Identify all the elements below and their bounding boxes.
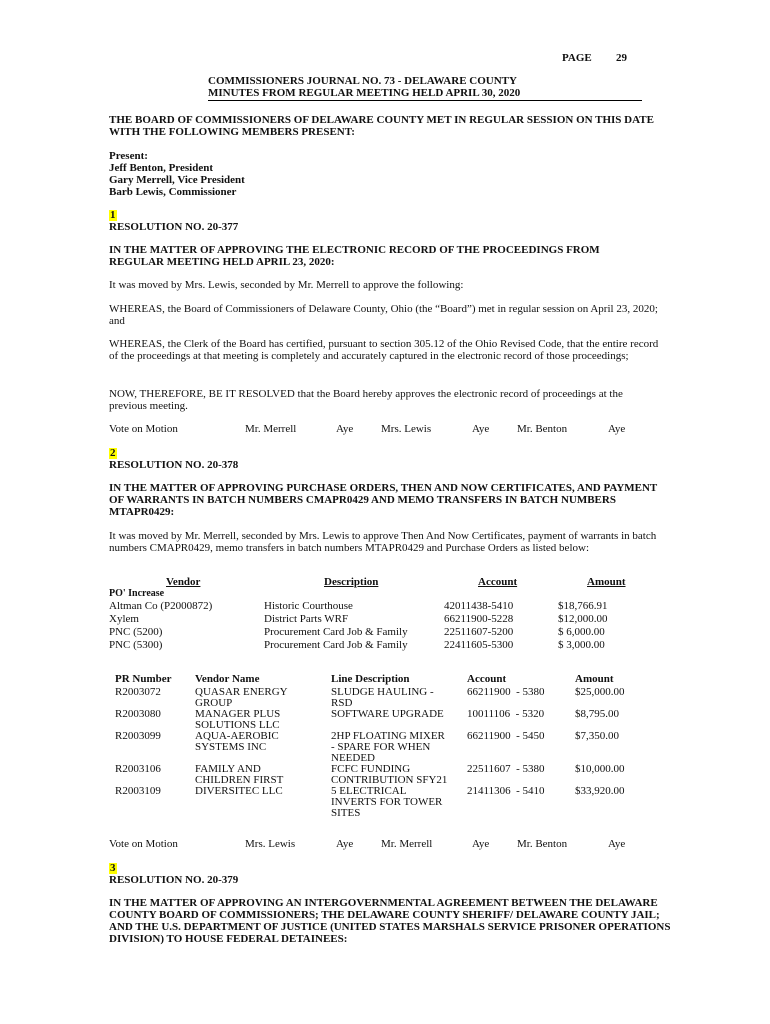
item-3-number-text: 3 bbox=[110, 862, 116, 874]
vote-value-2: Aye bbox=[472, 838, 490, 850]
pr-row-3-amount: $7,350.00 bbox=[575, 730, 619, 742]
page-number: 29 bbox=[616, 52, 627, 64]
pr-row-1-vendor-2: GROUP bbox=[195, 697, 233, 709]
item-1-p2: WHEREAS, the Board of Commissioners of Delaware County, Ohio (the “Board”) met in regular session on April 23, 2020; and bbox=[109, 303, 658, 327]
po-row-1-vendor: Altman Co (P2000872) bbox=[109, 600, 213, 612]
item-1-p4: NOW, THEREFORE, BE IT RESOLVED that the Board hereby approves the electronic record of proceedings at the previous meeting. bbox=[109, 388, 623, 412]
po-row-3-account: 22511607-5200 bbox=[444, 626, 514, 638]
journal-line: COMMISSIONERS JOURNAL NO. 73 - DELAWARE COUNTY bbox=[208, 75, 517, 87]
po-header-account: Account bbox=[478, 576, 518, 588]
vote-member-3: Mr. Benton bbox=[517, 838, 568, 850]
vote-value-3: Aye bbox=[608, 423, 626, 435]
item-1-p1: It was moved by Mrs. Lewis, seconded by Mr. Merrell to approve the following: bbox=[109, 279, 464, 291]
pr-row-1-vendor-1: QUASAR ENERGY bbox=[195, 686, 288, 698]
intro-paragraph: THE BOARD OF COMMISSIONERS OF DELAWARE COUNTY MET IN REGULAR SESSION ON THIS DATE WITH THE FOLLOWING MEMBERS PRESENT: bbox=[109, 114, 654, 138]
page-label: PAGE bbox=[562, 52, 592, 64]
vote-value-2: Aye bbox=[472, 423, 490, 435]
item-2-number-text: 2 bbox=[110, 447, 116, 459]
po-row-2-description: District Parts WRF bbox=[264, 613, 349, 625]
po-section-label: PO' Increase bbox=[109, 588, 165, 599]
vote-value-3: Aye bbox=[608, 838, 626, 850]
pr-row-4-line-1: FCFC FUNDING bbox=[331, 763, 411, 775]
pr-row-3-vendor-2: SYSTEMS INC bbox=[195, 741, 267, 753]
vote-member-1: Mr. Merrell bbox=[245, 423, 297, 435]
present-section bbox=[109, 150, 669, 198]
pr-row-1-line-1: SLUDGE HAULING - bbox=[331, 686, 434, 698]
member-3: Barb Lewis, Commissioner bbox=[109, 186, 237, 198]
pr-row-2-amount: $8,795.00 bbox=[575, 708, 619, 720]
item-2-number bbox=[109, 447, 117, 459]
vote-member-2: Mr. Merrell bbox=[381, 838, 433, 850]
pr-row-3-account: 66211900 - 5450 bbox=[467, 730, 545, 742]
po-row-4-vendor: PNC (5300) bbox=[109, 639, 163, 651]
pr-row-2-line-1: SOFTWARE UPGRADE bbox=[331, 708, 444, 720]
pr-header-number: PR Number bbox=[115, 673, 172, 685]
po-row-1-account: 42011438-5410 bbox=[444, 600, 514, 612]
pr-table bbox=[0, 674, 770, 819]
pr-header-account: Account bbox=[467, 673, 507, 685]
po-row-3-vendor: PNC (5200) bbox=[109, 626, 163, 638]
pr-row-5-line-1: 5 ELECTRICAL bbox=[331, 785, 407, 797]
pr-row-2-account: 10011106 - 5320 bbox=[467, 708, 545, 720]
po-row-1-description: Historic Courthouse bbox=[264, 600, 353, 612]
vote-member-1: Mrs. Lewis bbox=[245, 838, 296, 850]
pr-row-2-vendor-2: SOLUTIONS LLC bbox=[195, 719, 280, 731]
member-2: Gary Merrell, Vice President bbox=[109, 174, 245, 186]
po-row-2-vendor: Xylem bbox=[109, 613, 139, 625]
po-row-2-account: 66211900-5228 bbox=[444, 613, 514, 625]
item-2-title: IN THE MATTER OF APPROVING PURCHASE ORDERS, THEN AND NOW CERTIFICATES, AND PAYMENT OF WARRANTS IN BATCH NUMBERS CMAPR0429 AND MEMO TRANSFERS IN BATCH NUMBERS MTAPR0429: bbox=[109, 482, 658, 518]
pr-row-4-vendor-1: FAMILY AND bbox=[195, 763, 261, 775]
pr-header-vendor: Vendor Name bbox=[195, 673, 260, 685]
pr-row-5-account: 21411306 - 5410 bbox=[467, 785, 545, 797]
pr-row-1-amount: $25,000.00 bbox=[575, 686, 625, 698]
po-row-4-account: 22411605-5300 bbox=[444, 639, 514, 651]
pr-row-3-vendor-1: AQUA-AEROBIC bbox=[195, 730, 279, 742]
vote-member-2: Mrs. Lewis bbox=[381, 423, 432, 435]
pr-row-5-amount: $33,920.00 bbox=[575, 785, 625, 797]
po-row-4-description: Procurement Card Job & Family bbox=[264, 639, 408, 651]
pr-row-4-line-2: CONTRIBUTION SFY21 bbox=[331, 774, 448, 786]
item-3-number bbox=[109, 862, 117, 874]
vote-value-1: Aye bbox=[336, 423, 354, 435]
pr-row-5-line-2: INVERTS FOR TOWER bbox=[331, 796, 443, 808]
vote-label: Vote on Motion bbox=[109, 423, 178, 435]
pr-row-3-line-1: 2HP FLOATING MIXER bbox=[331, 730, 445, 742]
pr-row-2-vendor-1: MANAGER PLUS bbox=[195, 708, 281, 720]
po-table bbox=[0, 576, 770, 656]
pr-row-3-line-3: NEEDED bbox=[331, 752, 375, 764]
po-row-3-description: Procurement Card Job & Family bbox=[264, 626, 408, 638]
item-2-p1: It was moved by Mr. Merrell, seconded by Mrs. Lewis to approve Then And Now Certificates, payment of warrants in batch numbers CMAPR0429, memo transfers in batch numbers MTAPR0429 and Purchase Orders as listed below: bbox=[109, 530, 657, 554]
item-1-title: IN THE MATTER OF APPROVING THE ELECTRONIC RECORD OF THE PROCEEDINGS FROM REGULAR MEETING HELD APRIL 23, 2020: bbox=[109, 244, 600, 268]
header-rule bbox=[208, 100, 642, 101]
minutes-line: MINUTES FROM REGULAR MEETING HELD APRIL 30, 2020 bbox=[208, 87, 521, 99]
po-row-3-amount: $ 6,000.00 bbox=[558, 626, 605, 638]
present-label: Present: bbox=[109, 150, 148, 162]
pr-header-line: Line Description bbox=[331, 673, 410, 685]
po-row-4-amount: $ 3,000.00 bbox=[558, 639, 605, 651]
item-1-number bbox=[109, 209, 117, 221]
pr-row-4-vendor-2: CHILDREN FIRST bbox=[195, 774, 284, 786]
pr-header-amount: Amount bbox=[575, 673, 614, 685]
pr-row-3-line-2: - SPARE FOR WHEN bbox=[331, 741, 431, 753]
pr-row-4-number: R2003106 bbox=[115, 763, 161, 775]
vote-member-3: Mr. Benton bbox=[517, 423, 568, 435]
item-2-resolution: RESOLUTION NO. 20-378 bbox=[109, 459, 239, 471]
member-1: Jeff Benton, President bbox=[109, 162, 213, 174]
pr-row-3-number: R2003099 bbox=[115, 730, 161, 742]
po-header-vendor: Vendor bbox=[166, 576, 201, 588]
pr-row-4-amount: $10,000.00 bbox=[575, 763, 625, 775]
item-1-resolution: RESOLUTION NO. 20-377 bbox=[109, 221, 239, 233]
pr-row-5-line-3: SITES bbox=[331, 807, 361, 819]
po-row-2-amount: $12,000.00 bbox=[558, 613, 608, 625]
pr-row-1-account: 66211900 - 5380 bbox=[467, 686, 545, 698]
po-header-description: Description bbox=[324, 576, 379, 588]
po-header-amount: Amount bbox=[587, 576, 626, 588]
vote-label: Vote on Motion bbox=[109, 838, 178, 850]
item-1-number-text: 1 bbox=[110, 209, 116, 221]
po-row-1-amount: $18,766.91 bbox=[558, 600, 608, 612]
pr-row-5-vendor-1: DIVERSITEC LLC bbox=[195, 785, 283, 797]
pr-row-2-number: R2003080 bbox=[115, 708, 161, 720]
item-3-resolution: RESOLUTION NO. 20-379 bbox=[109, 874, 239, 886]
pr-row-1-line-2: RSD bbox=[331, 697, 353, 709]
vote-value-1: Aye bbox=[336, 838, 354, 850]
item-1-p3: WHEREAS, the Clerk of the Board has certified, pursuant to section 305.12 of the Ohio Revised Code, that the entire record of the proceedings at that meeting is completely and accurately captured in the electronic record of those proceedings; bbox=[109, 338, 659, 362]
item-3-title: IN THE MATTER OF APPROVING AN INTERGOVERNMENTAL AGREEMENT BETWEEN THE DELAWARE COUNTY BOARD OF COMMISSIONERS; THE DELAWARE COUNTY SHERIFF/ DELAWARE COUNTY JAIL; AND THE U.S. DEPARTMENT OF JUSTICE (UNITED STATES MARSHALS SERVICE PRISONER OPERATIONS DIVISION) TO HOUSE FEDERAL DETAINEES: bbox=[109, 897, 671, 945]
pr-row-1-number: R2003072 bbox=[115, 686, 161, 698]
pr-row-4-account: 22511607 - 5380 bbox=[467, 763, 545, 775]
pr-row-5-number: R2003109 bbox=[115, 785, 161, 797]
